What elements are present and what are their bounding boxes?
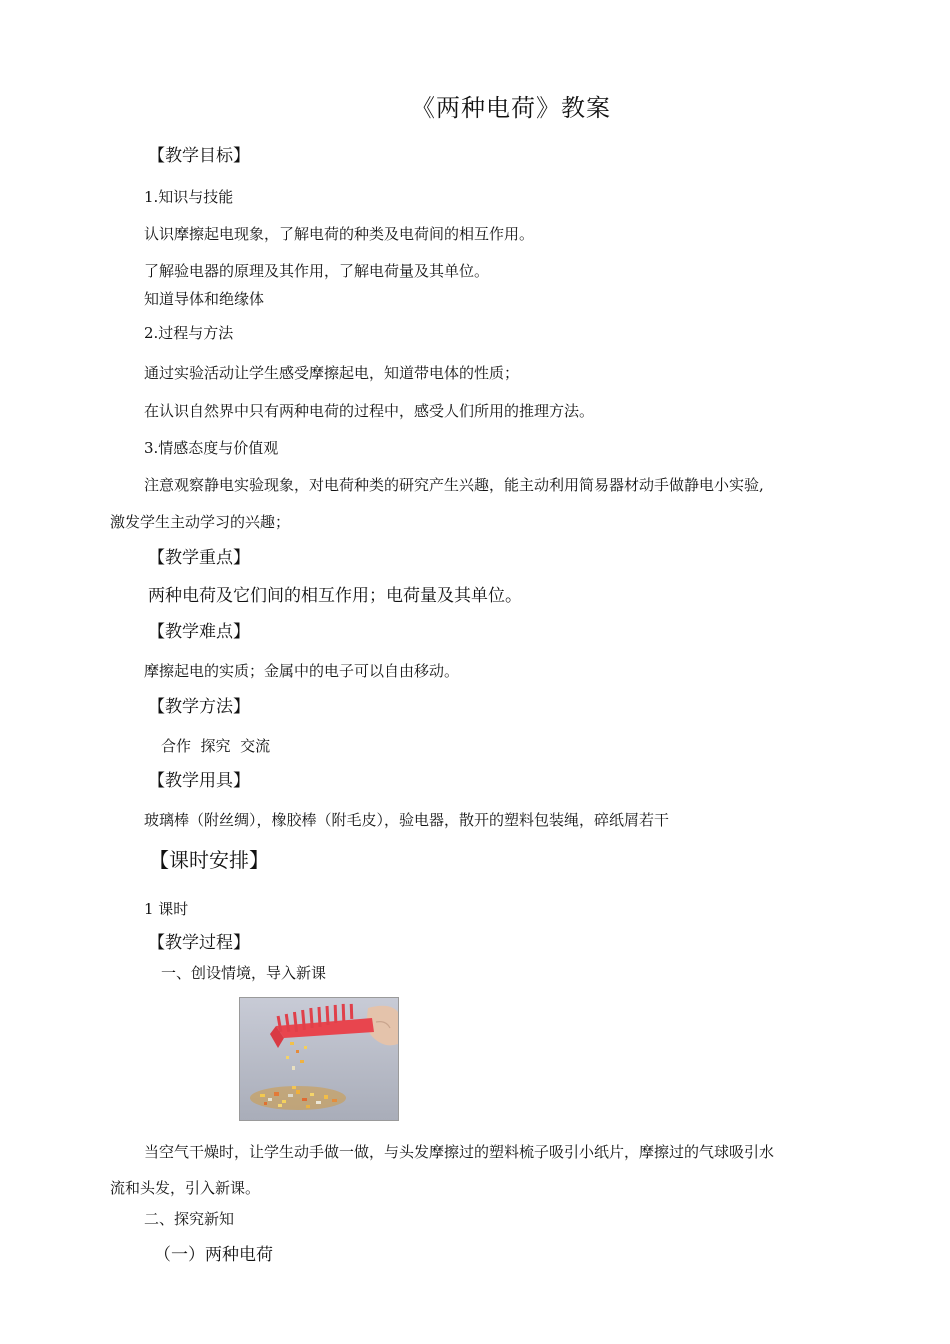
key-points-heading: 【教学重点】 [148,548,250,568]
paragraph: 当空气干燥时，让学生动手做一做，与头发摩擦过的塑料梳子吸引小纸片，摩擦过的气球吸引水 [144,1143,775,1161]
comb-attracting-paper-image [240,998,398,1120]
process-method-heading: 2.过程与方法 [144,324,234,342]
subsection-heading: （一）两种电荷 [154,1245,273,1265]
attitude-values-heading: 3.情感态度与价值观 [144,439,279,457]
tools-heading: 【教学用具】 [148,771,250,791]
document-title: 《两种电荷》教案 [411,94,611,122]
key-points-text: 两种电荷及它们间的相互作用；电荷量及其单位。 [148,586,522,606]
schedule-text: 1 课时 [144,900,189,918]
knowledge-skills-heading: 1.知识与技能 [144,188,234,206]
objectives-heading: 【教学目标】 [148,146,250,166]
paragraph: 知道导体和绝缘体 [144,290,265,308]
tools-text: 玻璃棒（附丝绸），橡胶棒（附毛皮），验电器，散开的塑料包装绳，碎纸屑若干 [144,811,670,829]
difficulties-text: 摩擦起电的实质；金属中的电子可以自由移动。 [144,662,460,680]
paragraph: 流和头发，引入新课。 [110,1179,261,1197]
part-one-heading: 一、创设情境，导入新课 [161,964,327,982]
paragraph: 认识摩擦起电现象，了解电荷的种类及电荷间的相互作用。 [144,225,535,243]
teaching-process-heading: 【教学过程】 [148,933,250,953]
comb-paper-photo [239,997,399,1121]
paragraph: 注意观察静电实验现象，对电荷种类的研究产生兴趣，能主动利用简易器材动手做静电小实验, [144,476,764,494]
paragraph: 激发学生主动学习的兴趣； [110,513,291,531]
part-two-heading: 二、探究新知 [144,1210,235,1228]
paragraph: 在认识自然界中只有两种电荷的过程中，感受人们所用的推理方法。 [144,402,595,420]
schedule-heading: 【课时安排】 [149,848,269,872]
methods-text: 合作 探究 交流 [161,737,271,755]
methods-heading: 【教学方法】 [148,697,250,717]
paragraph: 了解验电器的原理及其作用，了解电荷量及其单位。 [144,262,490,280]
paragraph: 通过实验活动让学生感受摩擦起电，知道带电体的性质； [144,364,520,382]
difficulties-heading: 【教学难点】 [148,622,250,642]
